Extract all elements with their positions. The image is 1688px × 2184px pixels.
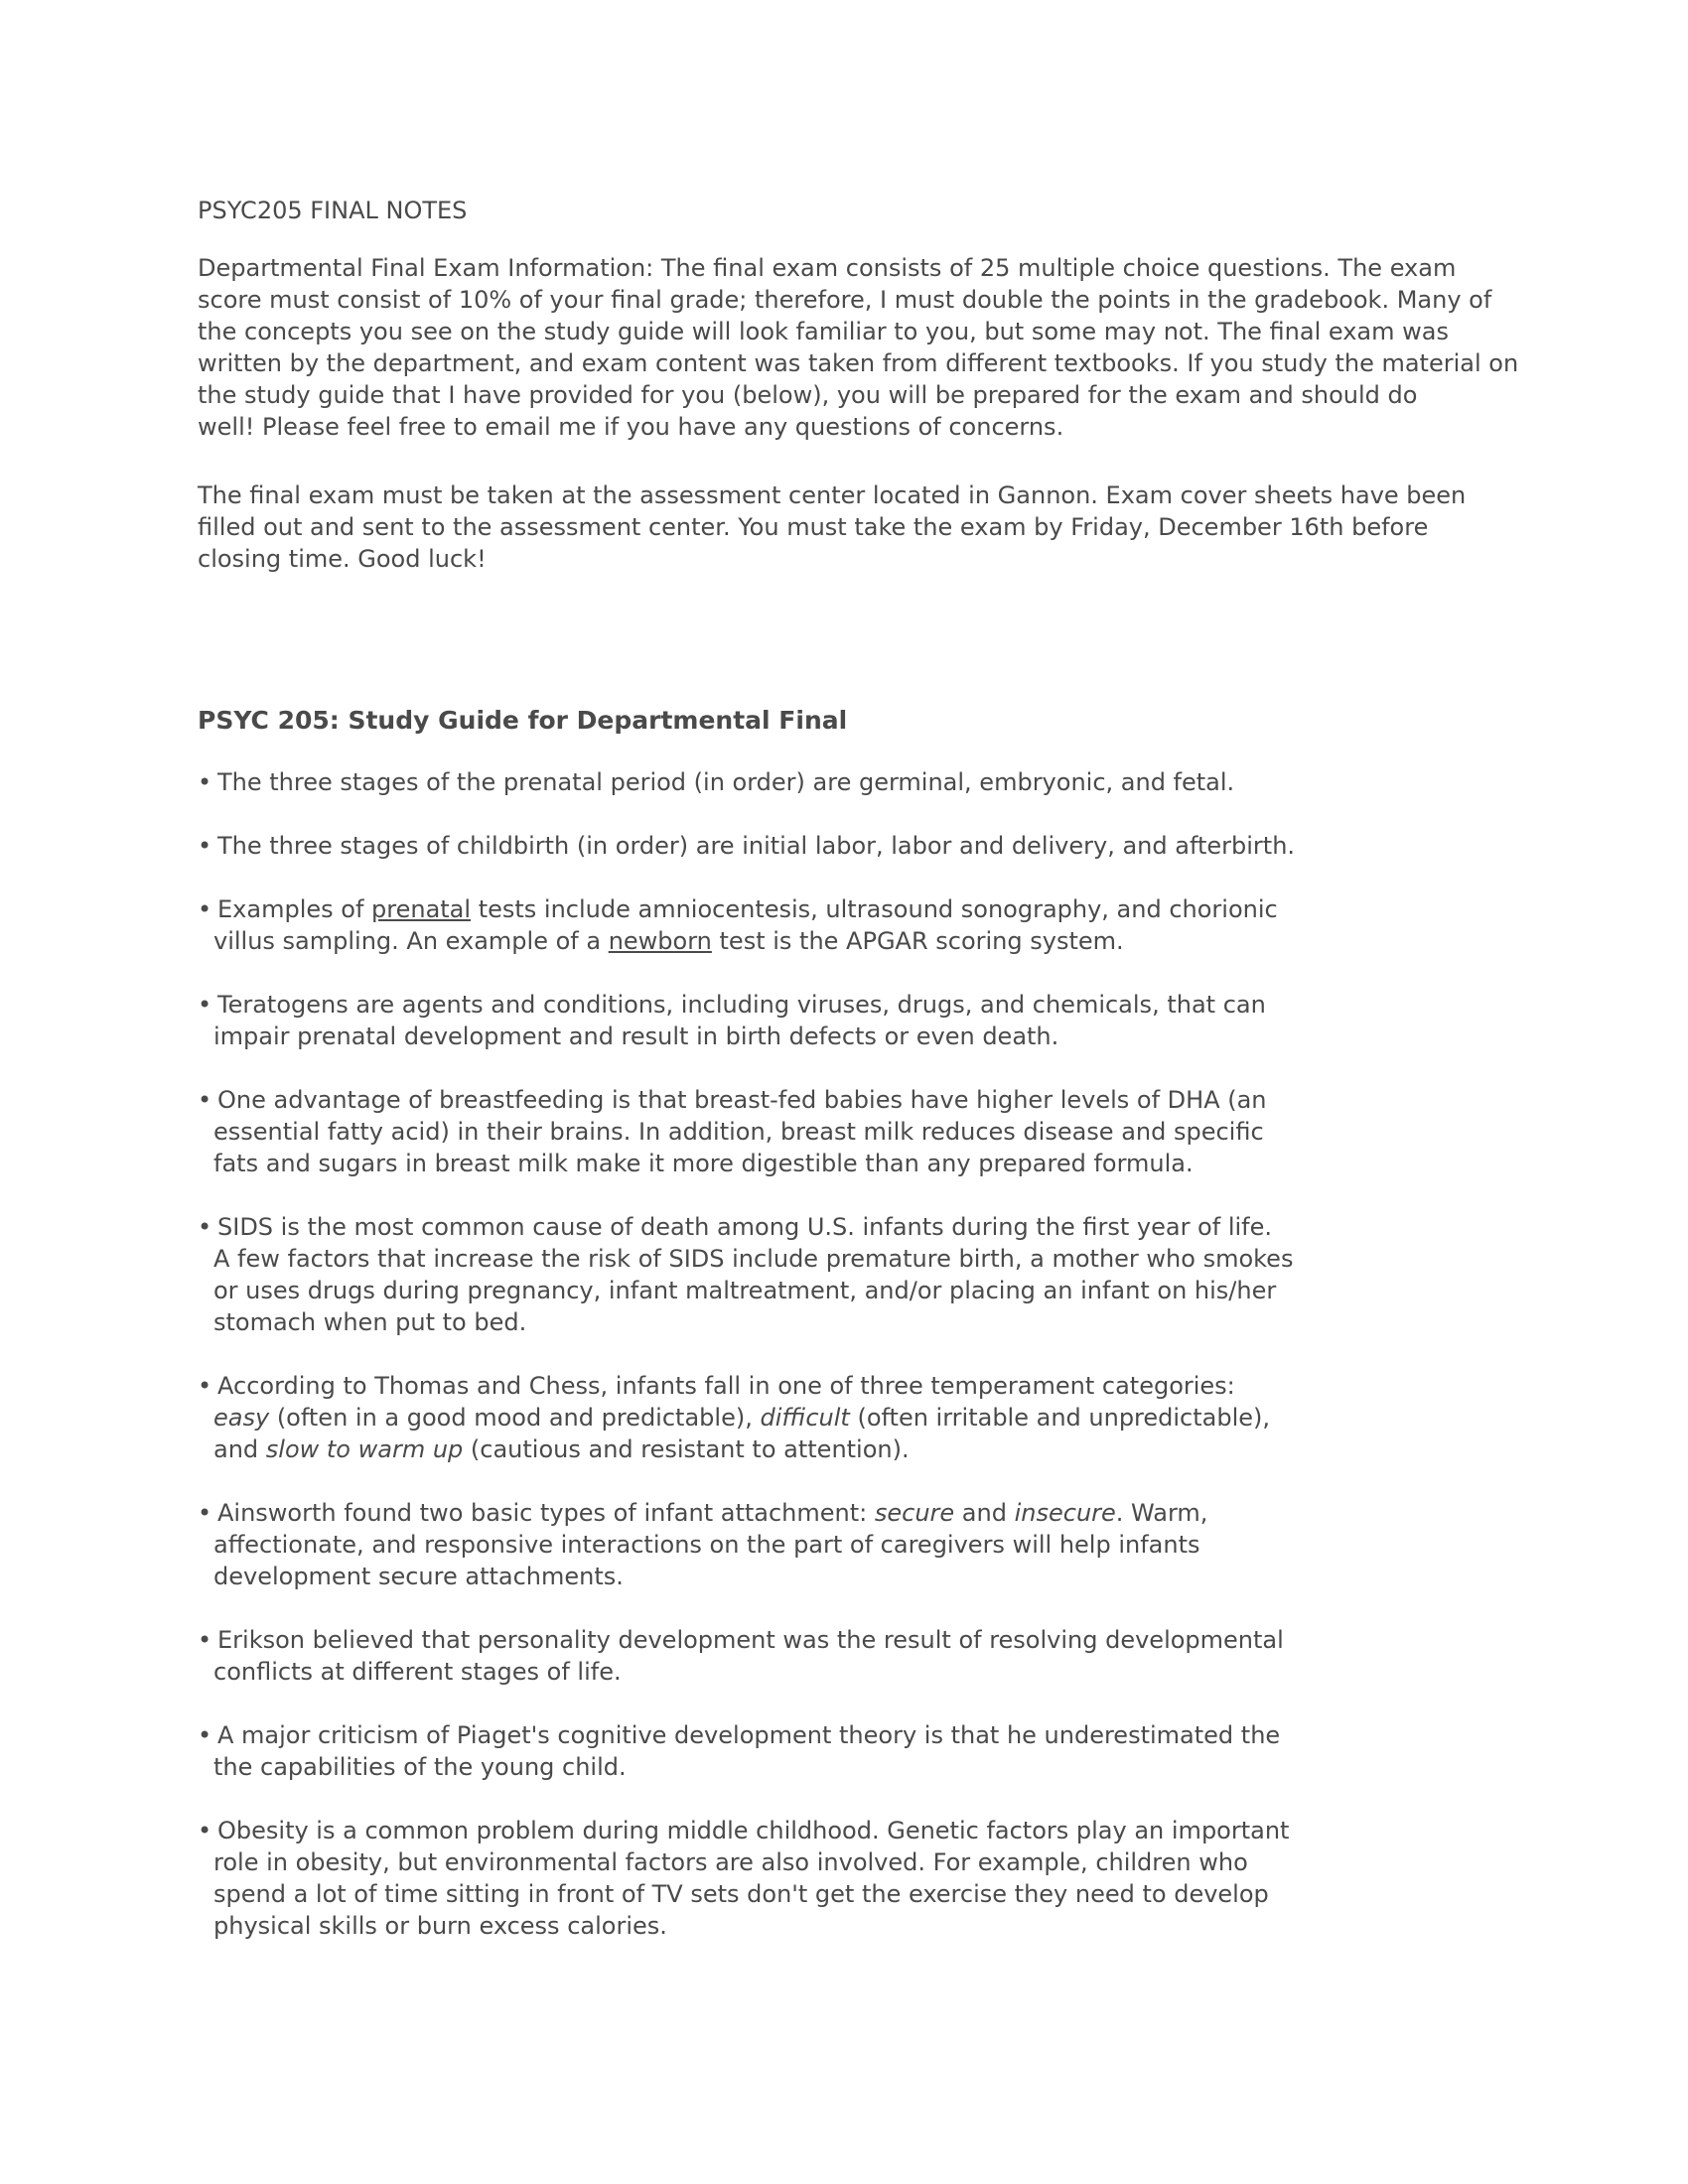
bullet-text: (cautious and resistant to attention). (463, 1435, 910, 1463)
bullet-icon: • (198, 1213, 212, 1241)
bullet-text: Ainsworth found two basic types of infant attachment: (217, 1499, 875, 1527)
study-point-piaget (198, 1719, 1281, 1783)
bullet-text: development secure attachments. (213, 1563, 624, 1590)
text-line: closing time. Good luck! (198, 545, 487, 573)
bullet-text: essential fatty acid) in their brains. In addition, breast milk reduces disease and specific (213, 1118, 1264, 1146)
bullet-text: According to Thomas and Chess, infants fall in one of three temperament categories: (217, 1372, 1235, 1400)
bullet-text: Erikson believed that personality development was the result of resolving developmental (217, 1626, 1284, 1654)
text-line: the study guide that I have provided for you (below), you will be prepared for the exam and should do (198, 381, 1418, 409)
text-line: written by the department, and exam content was taken from different textbooks. If you study the material on (198, 349, 1519, 377)
bullet-text: impair prenatal development and result in birth defects or even death. (213, 1023, 1059, 1050)
bullet-icon: • (198, 895, 212, 923)
italic-term-easy: easy (213, 1404, 270, 1432)
study-point-sids (198, 1211, 1294, 1338)
text-line: filled out and sent to the assessment center. You must take the exam by Friday, December 16th before (198, 513, 1429, 541)
bullet-icon: • (198, 1086, 212, 1114)
assessment-center-paragraph (198, 479, 1508, 575)
bullet-text: tests include amniocentesis, ultrasound sonography, and chorionic (471, 895, 1278, 923)
bullet-text: Obesity is a common problem during middle childhood. Genetic factors play an important (217, 1817, 1290, 1844)
bullet-text: (often in a good mood and predictable), (269, 1404, 761, 1432)
bullet-text: (often irritable and unpredictable), (849, 1404, 1271, 1432)
text-line: the concepts you see on the study guide will look familiar to you, but some may not. The final exam was (198, 318, 1449, 345)
study-point-childbirth-stages (198, 830, 1296, 862)
bullet-text: villus sampling. An example of a (213, 927, 609, 955)
italic-term-insecure: insecure (1014, 1499, 1116, 1527)
bullet-text: Teratogens are agents and conditions, including viruses, drugs, and chemicals, that can (217, 991, 1266, 1019)
bullet-text: physical skills or burn excess calories. (213, 1912, 667, 1940)
italic-term-secure: secure (874, 1499, 955, 1527)
bullet-text: A major criticism of Piaget's cognitive development theory is that he underestimated the (217, 1721, 1281, 1749)
text-line: score must consist of 10% of your final grade; therefore, I must double the points in the gradebook. Many of (198, 286, 1492, 314)
bullet-text: conflicts at different stages of life. (213, 1658, 622, 1686)
bullet-icon: • (198, 1372, 212, 1400)
bullet-icon: • (198, 1626, 212, 1654)
text-line: The final exam must be taken at the assessment center located in Gannon. Exam cover sheets have been (198, 481, 1467, 509)
bullet-text: role in obesity, but environmental factors are also involved. For example, children who (213, 1848, 1248, 1876)
bullet-text: . Warm, (1115, 1499, 1208, 1527)
exam-info-paragraph (198, 252, 1519, 443)
underlined-term-newborn: newborn (608, 927, 712, 955)
study-point-attachment (198, 1497, 1270, 1592)
italic-term-slow-to-warm-up: slow to warm up (265, 1435, 464, 1463)
bullet-icon: • (198, 1721, 212, 1749)
italic-term-difficult: difficult (760, 1404, 850, 1432)
bullet-icon: • (198, 832, 212, 860)
bullet-icon: • (198, 991, 212, 1019)
bullet-text: affectionate, and responsive interactions on the part of caregivers will help infants (213, 1531, 1200, 1559)
bullet-icon: • (198, 1499, 212, 1527)
bullet-text: test is the APGAR scoring system. (711, 927, 1124, 955)
bullet-text: A few factors that increase the risk of SIDS include premature birth, a mother who smokes (213, 1245, 1294, 1273)
bullet-text: and (213, 1435, 266, 1463)
study-point-obesity (198, 1815, 1290, 1942)
study-point-prenatal-stages (198, 766, 1270, 798)
bullet-icon: • (198, 768, 212, 796)
bullet-text: One advantage of breastfeeding is that breast-fed babies have higher levels of DHA (an (217, 1086, 1267, 1114)
text-line: well! Please feel free to email me if you have any questions of concerns. (198, 413, 1064, 441)
bullet-text: fats and sugars in breast milk make it more digestible than any prepared formula. (213, 1150, 1194, 1177)
bullet-text: spend a lot of time sitting in front of TV sets don't get the exercise they need to develop (213, 1880, 1269, 1908)
bullet-text: The three stages of the prenatal period (in order) are germinal, embryonic, and fetal. (217, 768, 1235, 796)
bullet-icon: • (198, 1817, 212, 1844)
bullet-text: SIDS is the most common cause of death among U.S. infants during the first year of life. (217, 1213, 1272, 1241)
bullet-text: The three stages of childbirth (in order) are initial labor, labor and delivery, and afterbirth. (217, 832, 1296, 860)
study-point-prenatal-tests (198, 893, 1278, 957)
study-guide-heading: PSYC 205: Study Guide for Departmental Final (198, 706, 848, 735)
study-point-temperament (198, 1370, 1270, 1465)
study-point-breastfeeding (198, 1084, 1270, 1179)
bullet-text: or uses drugs during pregnancy, infant maltreatment, and/or placing an infant on his/her (213, 1277, 1277, 1304)
study-point-teratogens (198, 989, 1270, 1052)
study-point-erikson (198, 1624, 1284, 1688)
bullet-text: Examples of (217, 895, 372, 923)
document-title: PSYC205 FINAL NOTES (198, 197, 468, 224)
underlined-term-prenatal: prenatal (371, 895, 472, 923)
bullet-text: stomach when put to bed. (213, 1308, 527, 1336)
document-page (198, 195, 1519, 1974)
text-line: Departmental Final Exam Information: The final exam consists of 25 multiple choice questions. The exam (198, 254, 1457, 282)
bullet-text: and (954, 1499, 1015, 1527)
bullet-text: the capabilities of the young child. (213, 1753, 627, 1781)
